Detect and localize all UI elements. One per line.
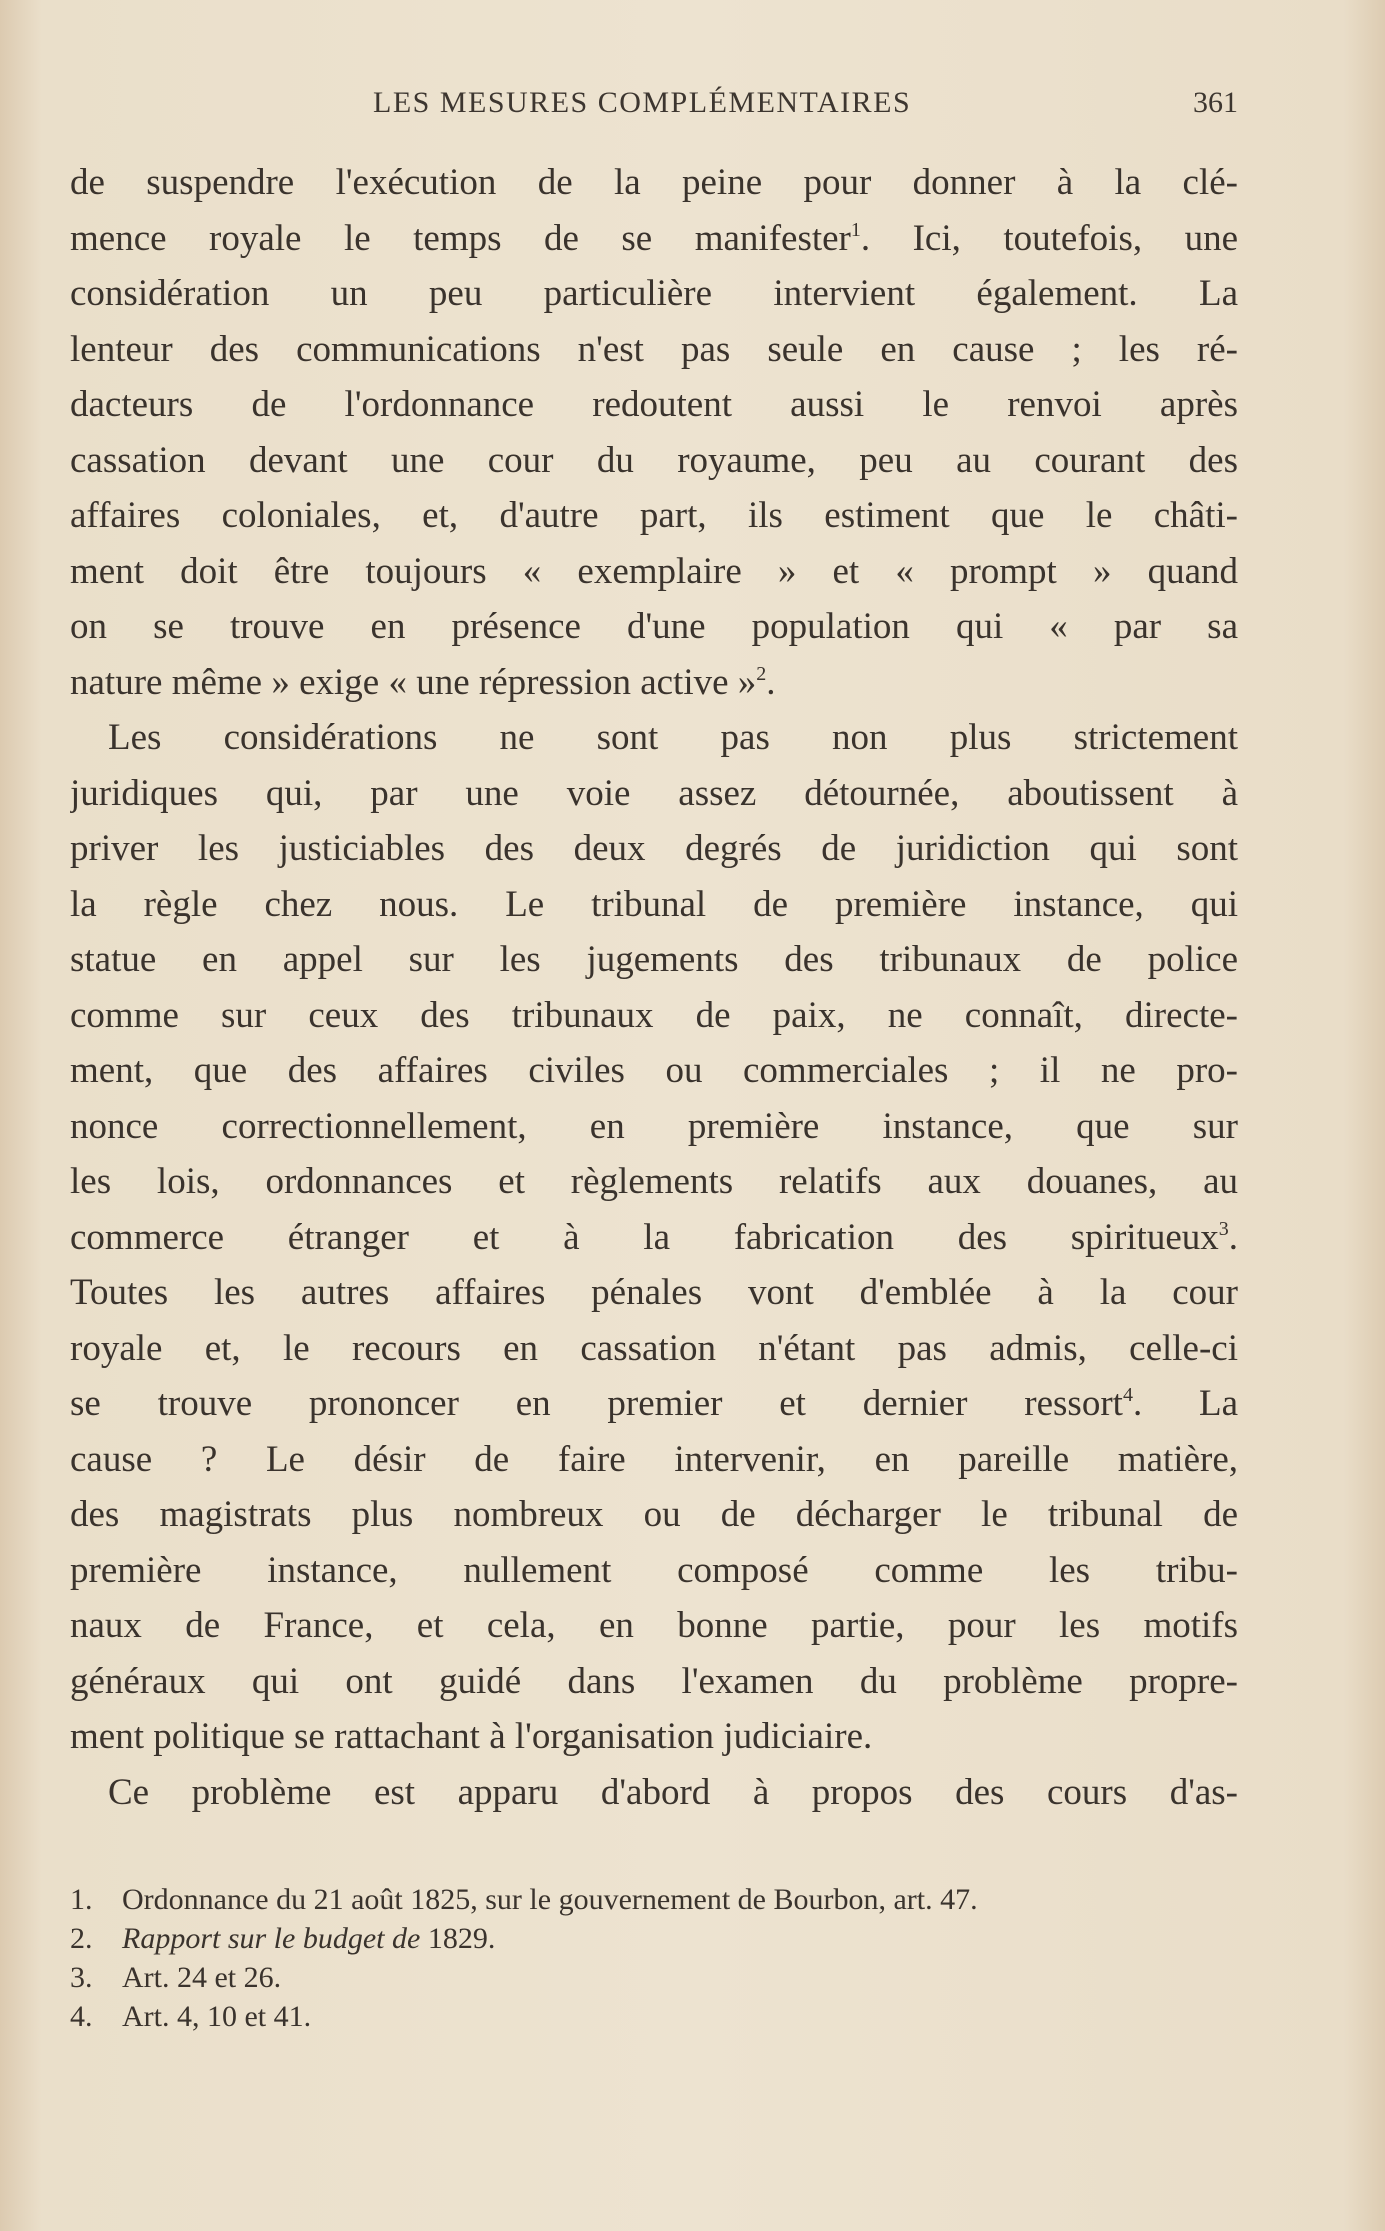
text-line: nature même » exige « une répression active »$^2$.: [70, 661, 776, 703]
text-line: dacteurs de l'ordonnance redoutent aussi le renvoi après: [70, 384, 1238, 425]
footnote: 1. Ordonnance du 21 août 1825, sur le gouvernement de Bourbon, art. 47.: [70, 1883, 978, 1916]
footnote-ref: 2: [756, 662, 767, 685]
text-line: nonce correctionnellement, en première instance, que sur: [70, 1105, 1238, 1147]
text-line: comme sur ceux des tribunaux de paix, ne connaît, directe-: [70, 994, 1238, 1036]
text-line: naux de France, et cela, en bonne partie, pour les motifs: [70, 1605, 1238, 1646]
text-line: juridiques qui, par une voie assez détournée, aboutissent à: [70, 772, 1238, 814]
text-line: priver les justiciables des deux degrés de juridiction qui sont: [70, 828, 1238, 869]
footnote-ref: 1: [850, 218, 861, 241]
text-line: ment doit être toujours « exemplaire » et « prompt » quand: [70, 550, 1238, 592]
text-line: la règle chez nous. Le tribunal de première instance, qui: [70, 883, 1238, 925]
text-line: ment politique se rattachant à l'organisation judiciaire.: [70, 1716, 873, 1757]
text-line: des magistrats plus nombreux ou de décharger le tribunal de: [70, 1494, 1238, 1535]
text-line: de suspendre l'exécution de la peine pour donner à la clé-: [70, 162, 1238, 203]
footnote: 3. Art. 24 et 26.: [70, 1961, 282, 1994]
footnote-ref: 3: [1218, 1217, 1229, 1240]
text-line: Les considérations ne sont pas non plus strictement: [108, 717, 1238, 758]
footnote-ref: 4: [1122, 1384, 1133, 1406]
text-line: ment, que des affaires civiles ou commerciales ; il ne pro-: [70, 1050, 1238, 1091]
running-title: LES MESURES COMPLÉMENTAIRES: [373, 86, 912, 119]
text-line: les lois, ordonnances et règlements relatifs aux douanes, au: [70, 1161, 1238, 1202]
text-line: cassation devant une cour du royaume, peu au courant des: [70, 439, 1238, 481]
text-line: généraux qui ont guidé dans l'examen du problème propre-: [70, 1660, 1238, 1702]
text-line: Ce problème est apparu d'abord à propos des cours d'as-: [108, 1771, 1238, 1813]
body-text: [70, 155, 1238, 1820]
page-header: [0, 86, 1385, 126]
text-line: royale et, le recours en cassation n'étant pas admis, celle-ci: [70, 1327, 1238, 1369]
text-line: affaires coloniales, et, d'autre part, ils estiment que le châti-: [70, 495, 1238, 536]
text-line: Toutes les autres affaires pénales vont d'emblée à la cour: [70, 1272, 1238, 1313]
footnote: 4. Art. 4, 10 et 41.: [70, 2000, 312, 2033]
footnote: 2. Rapport sur le budget de 1829.: [70, 1922, 496, 1955]
text-line: statue en appel sur les jugements des tribunaux de police: [70, 939, 1238, 980]
text-line: mence royale le temps de se manifester$^1$. Ici, toutefois, une: [70, 217, 1238, 259]
text-line: cause ? Le désir de faire intervenir, en pareille matière,: [70, 1438, 1238, 1480]
page-number: 361: [1193, 86, 1238, 119]
text-line: considération un peu particulière intervient également. La: [70, 273, 1238, 314]
text-line: lenteur des communications n'est pas seule en cause ; les ré-: [70, 328, 1238, 370]
text-line: première instance, nullement composé comme les tribu-: [70, 1549, 1238, 1591]
text-line: commerce étranger et à la fabrication des spiritueux$^3$.: [70, 1216, 1238, 1258]
footnotes: [70, 1880, 1238, 2036]
text-line: on se trouve en présence d'une population qui « par sa: [70, 606, 1238, 647]
text-line: se trouve prononcer en premier et dernier ressort$^4$. La: [70, 1383, 1238, 1424]
